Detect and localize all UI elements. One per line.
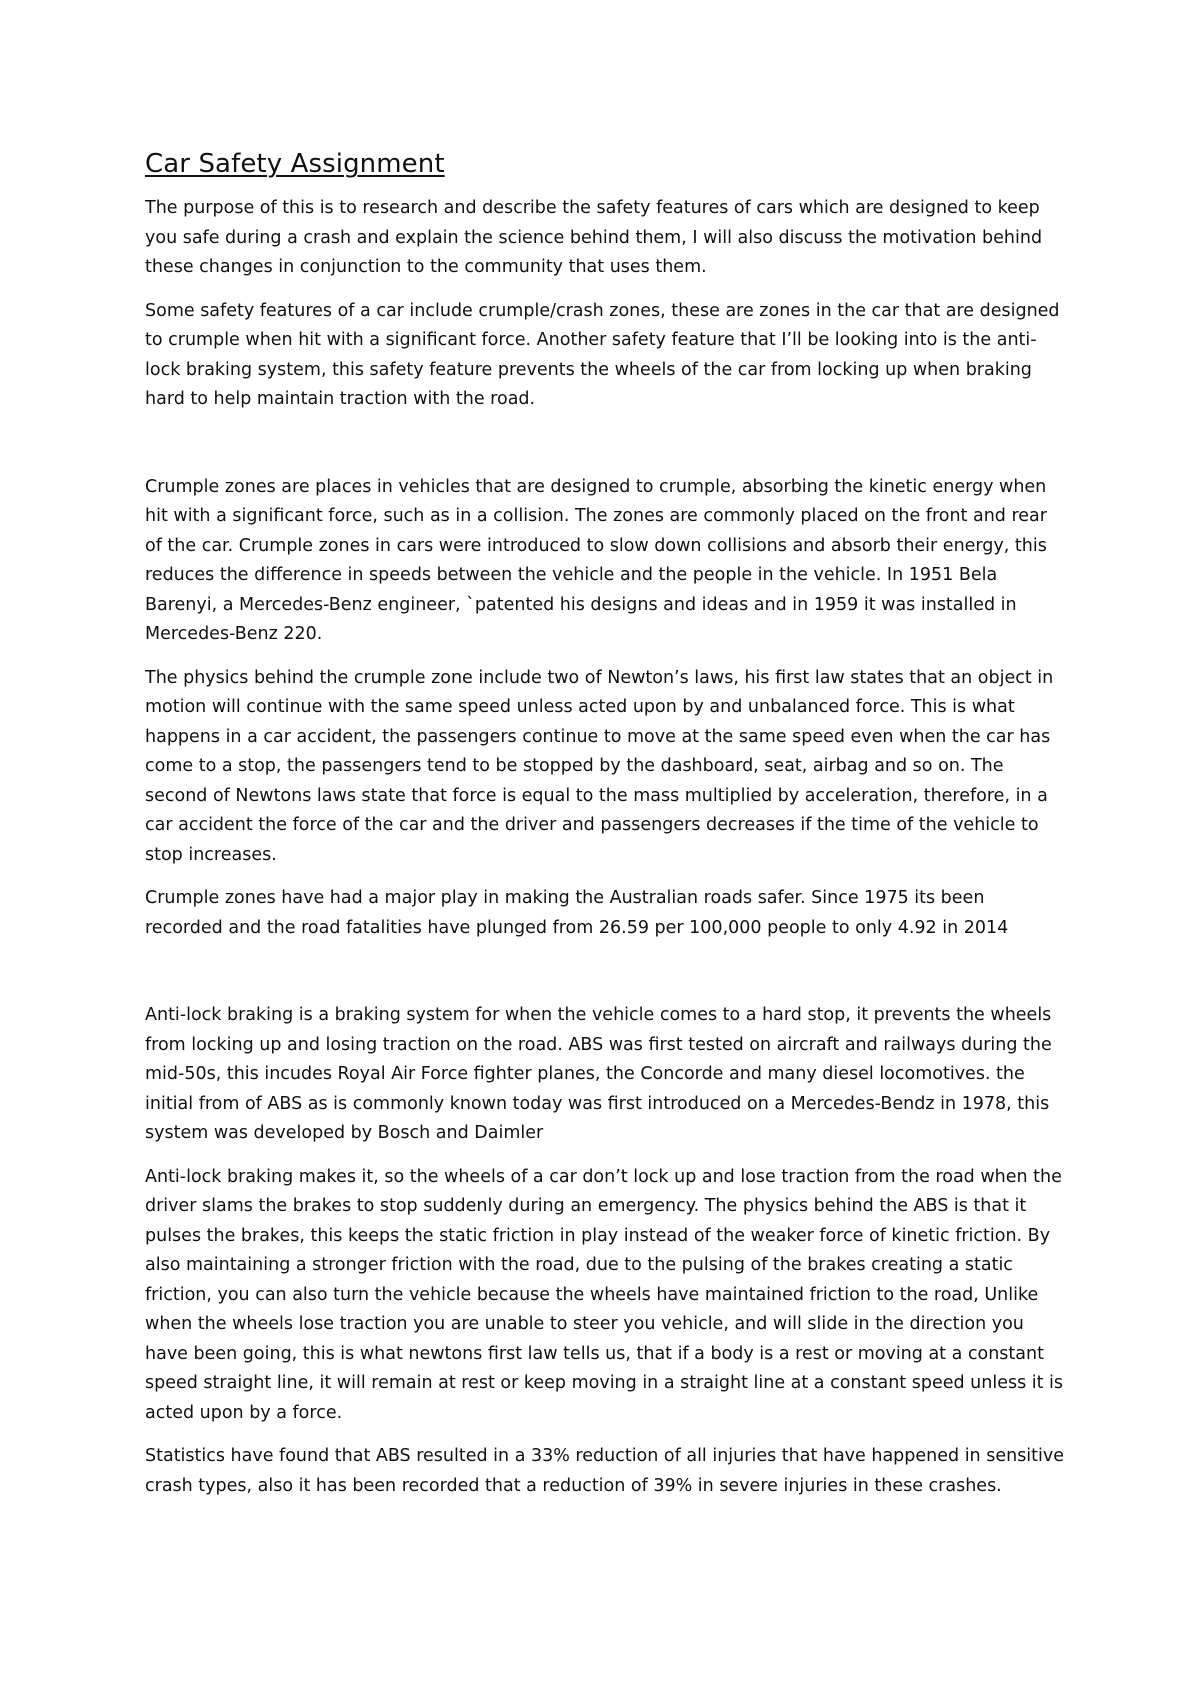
paragraph-crumple-zones-statistics: Crumple zones have had a major play in making the Australian roads safer. Since 1975 its been recorded and the road fatalities have plunged from 26.59 per 100,000 people to only 4.92 in 2014 [145,888,1009,938]
paragraph-safety-features: Some safety features of a car include crumple/crash zones, these are zones in the car that are designed to crumple when hit with a significant force. Another safety feature that I’ll be looking into is the anti-lock braking system, this safety feature prevents the wheels of the car from locking up when braking hard to help maintain traction with the road. [145,300,1060,409]
paragraph-abs-physics: Anti-lock braking makes it, so the wheels of a car don’t lock up and lose traction from the road when the driver slams the brakes to stop suddenly during an emergency. The physics behind the ABS is that it pulses the brakes, this keeps the static friction in play instead of the weaker force of kinetic friction. By also maintaining a stronger friction with the road, due to the pulsing of the brakes creating a static friction, you can also turn the vehicle because the wheels have maintained friction to the road, Unlike when the wheels lose traction you are unable to steer you vehicle, and will slide in the direction you have been going, this is what newtons first law tells us, that if a body is a rest or moving at a constant speed straight line, it will remain at rest or keep moving in a straight line at a constant speed unless it is acted upon by a force. [145,1166,1064,1423]
document-body [145,146,1065,1515]
paragraph-purpose: The purpose of this is to research and describe the safety features of cars which are designed to keep you safe during a crash and explain the science behind them, I will also discuss the motivation behind these changes in conjunction to the community that uses them. [145,198,1043,277]
paragraph-crumple-zones-physics: The physics behind the crumple zone include two of Newton’s laws, his first law states that an object in motion will continue with the same speed unless acted upon by and unbalanced force. This is what happens in a car accident, the passengers continue to move at the same speed even when the car has come to a stop, the passengers tend to be stopped by the dashboard, seat, airbag and so on. The second of Newtons laws state that force is equal to the mass multiplied by acceleration, therefore, in a car accident the force of the car and the driver and passengers decreases if the time of the vehicle to stop increases. [145,667,1054,865]
paragraph-abs-statistics: Statistics have found that ABS resulted in a 33% reduction of all injuries that have happened in sensitive crash types, also it has been recorded that a reduction of 39% in severe injuries in these crashes. [145,1446,1065,1496]
paragraph-abs-intro: Anti-lock braking is a braking system for when the vehicle comes to a hard stop, it prevents the wheels from locking up and losing traction on the road. ABS was first tested on aircraft and railways during the mid-50s, this incudes Royal Air Force fighter planes, the Concorde and many diesel locomotives. the initial from of ABS as is commonly known today was first introduced on a Mercedes-Bendz in 1978, this system was developed by Bosch and Daimler [145,1005,1052,1143]
document-title: Car Safety Assignment [145,149,445,179]
blank-line [145,957,1065,1001]
blank-line [145,429,1065,473]
paragraph-crumple-zones-intro: Crumple zones are places in vehicles that are designed to crumple, absorbing the kinetic energy when hit with a significant force, such as in a collision. The zones are commonly placed on the front and rear of the car. Crumple zones in cars were introduced to slow down collisions and absorb their energy, this reduces the difference in speeds between the vehicle and the people in the vehicle. In 1951 Bela Barenyi, a Mercedes-Benz engineer, `patented his designs and ideas and in 1959 it was installed in Mercedes-Benz 220. [145,476,1047,644]
